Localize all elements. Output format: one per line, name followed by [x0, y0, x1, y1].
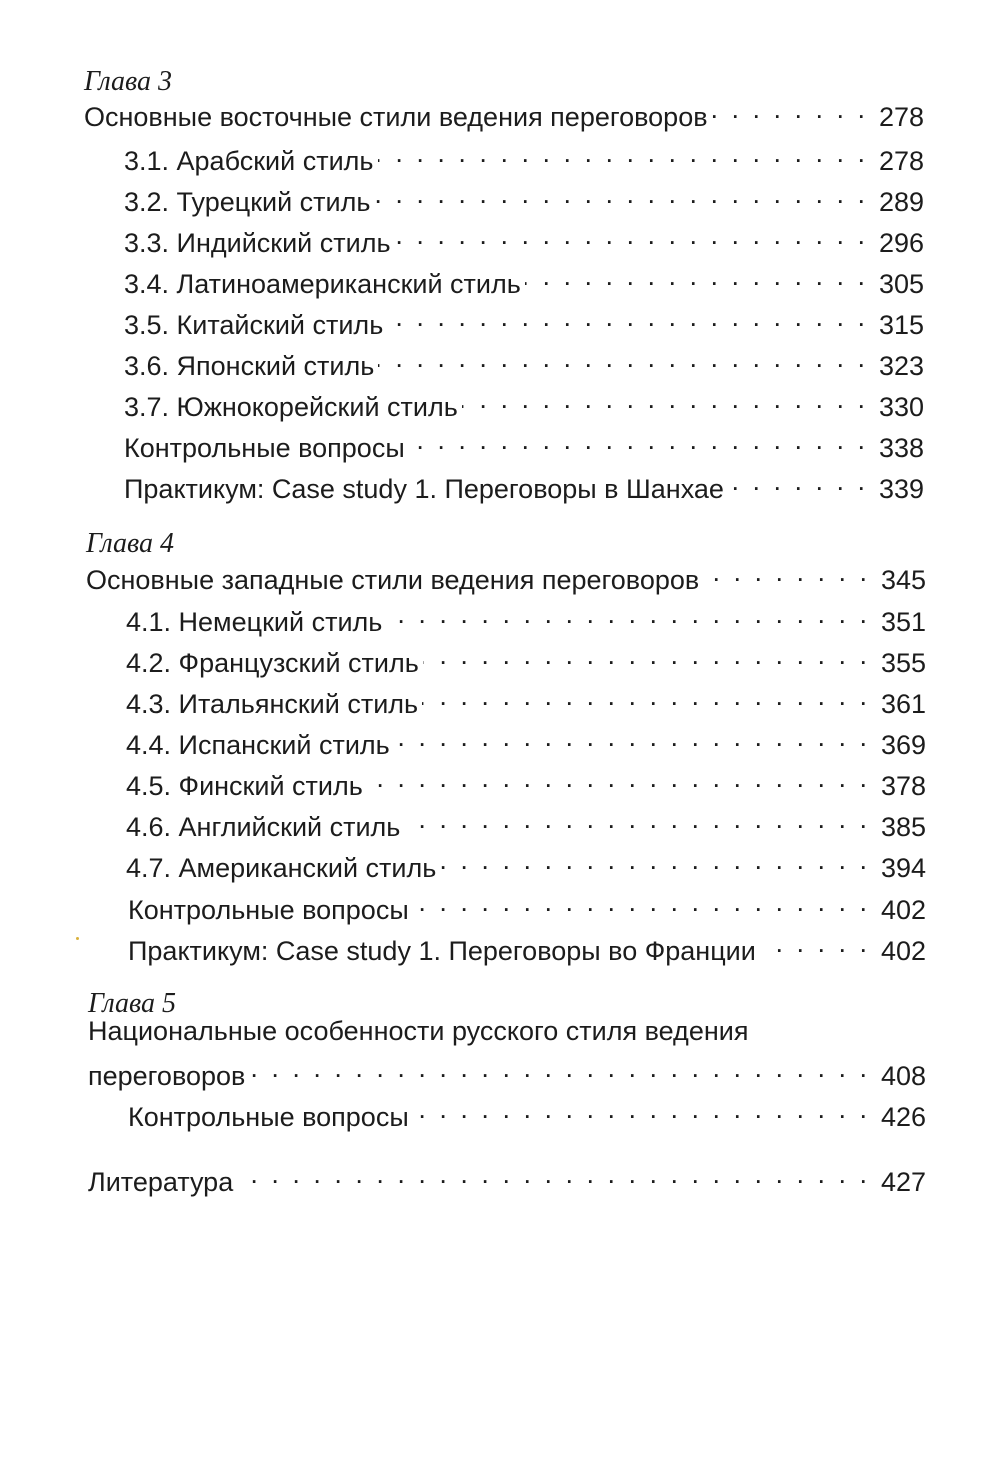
toc-entry-page: 289	[878, 187, 924, 217]
leader-dots	[395, 218, 868, 252]
chapter-4-heading[interactable]	[86, 555, 926, 597]
chapter-5-heading-page: 408	[880, 1061, 926, 1091]
toc-entry-3-3[interactable]	[124, 218, 924, 260]
leader-dots	[703, 555, 870, 589]
toc-entry-page: 378	[880, 771, 926, 801]
toc-entry-4-4[interactable]	[126, 720, 926, 762]
toc-entry-4-7[interactable]	[126, 843, 926, 885]
toc-entry-title: 4.2. Французский стиль	[126, 648, 419, 678]
leader-dots	[367, 761, 870, 795]
toc-entry-3-practicum[interactable]	[124, 464, 924, 506]
chapter-5-heading-line1[interactable]: Национальные особенности русского стиля ведения	[88, 1016, 749, 1046]
toc-entry-3-5[interactable]	[124, 300, 924, 342]
leader-dots	[760, 926, 870, 960]
toc-entry-title: Контрольные вопросы	[124, 433, 405, 463]
toc-entry-4-1[interactable]	[126, 597, 926, 639]
print-speck	[76, 937, 79, 940]
leader-dots	[237, 1157, 870, 1191]
toc-entry-title: Контрольные вопросы	[128, 895, 409, 925]
toc-entry-5-questions[interactable]	[128, 1092, 926, 1134]
leader-dots	[378, 136, 869, 170]
toc-entry-3-questions[interactable]	[124, 423, 924, 465]
chapter-5-heading[interactable]	[88, 1051, 926, 1093]
toc-entry-page: 369	[880, 730, 926, 760]
toc-entry-page: 427	[880, 1167, 926, 1197]
leader-dots	[386, 597, 870, 631]
toc-entry-literature[interactable]	[88, 1157, 926, 1199]
toc-entry-title: 4.1. Немецкий стиль	[126, 607, 383, 637]
leader-dots	[462, 382, 868, 416]
toc-entry-page: 315	[878, 310, 924, 340]
leader-dots	[387, 300, 868, 334]
leader-dots	[249, 1051, 870, 1085]
toc-entry-page: 402	[880, 936, 926, 966]
toc-entry-title: Практикум: Case study 1. Переговоры во Франции	[128, 936, 756, 966]
toc-entry-title: 3.4. Латиноамериканский стиль	[124, 269, 521, 299]
toc-entry-page: 351	[880, 607, 926, 637]
chapter-4-label: Глава 4	[86, 528, 174, 559]
toc-entry-page: 305	[878, 269, 924, 299]
leader-dots	[413, 1092, 870, 1126]
toc-entry-page: 323	[878, 351, 924, 381]
toc-entry-title: 3.2. Турецкий стиль	[124, 187, 371, 217]
toc-entry-title: Контрольные вопросы	[128, 1102, 409, 1132]
leader-dots	[404, 802, 870, 836]
toc-entry-page: 296	[878, 228, 924, 258]
leader-dots	[409, 423, 868, 457]
toc-entry-title: Литература	[88, 1167, 234, 1197]
toc-entry-title: 4.4. Испанский стиль	[126, 730, 390, 760]
toc-entry-page: 339	[878, 474, 924, 504]
chapter-3-heading-title: Основные восточные стили ведения переговоров	[84, 102, 708, 132]
leader-dots	[712, 92, 868, 126]
toc-entry-page: 394	[880, 853, 926, 883]
chapter-3-heading-page: 278	[878, 102, 924, 132]
leader-dots	[525, 259, 868, 293]
toc-entry-title: 4.7. Американский стиль	[126, 853, 437, 883]
toc-entry-title: 3.3. Индийский стиль	[124, 228, 391, 258]
toc-entry-title: 3.6. Японский стиль	[124, 351, 375, 381]
toc-entry-page: 338	[878, 433, 924, 463]
toc-entry-title: 3.1. Арабский стиль	[124, 146, 374, 176]
toc-entry-title: 4.5. Финский стиль	[126, 771, 363, 801]
leader-dots	[413, 885, 870, 919]
toc-entry-title: 3.5. Китайский стиль	[124, 310, 384, 340]
toc-entry-title: 4.6. Английский стиль	[126, 812, 401, 842]
leader-dots	[440, 843, 870, 877]
chapter-5-heading-title: переговоров	[88, 1061, 246, 1091]
toc-entry-page: 330	[878, 392, 924, 422]
toc-entry-page: 426	[880, 1102, 926, 1132]
toc-entry-title: 4.3. Итальянский стиль	[126, 689, 419, 719]
chapter-3-heading[interactable]	[84, 92, 924, 134]
leader-dots	[394, 720, 870, 754]
toc-entry-3-7[interactable]	[124, 382, 924, 424]
toc-entry-page: 361	[880, 689, 926, 719]
toc-entry-title: Практикум: Case study 1. Переговоры в Шанхае	[124, 474, 724, 504]
toc-entry-page: 402	[880, 895, 926, 925]
toc-entry-4-6[interactable]	[126, 802, 926, 844]
toc-entry-3-2[interactable]	[124, 177, 924, 219]
toc-entry-3-4[interactable]	[124, 259, 924, 301]
leader-dots	[378, 341, 868, 375]
toc-entry-4-2[interactable]	[126, 638, 926, 680]
chapter-4-heading-page: 345	[880, 565, 926, 595]
toc-entry-page: 385	[880, 812, 926, 842]
leader-dots	[728, 464, 868, 498]
toc-entry-3-1[interactable]	[124, 136, 924, 178]
chapter-4-heading-title: Основные западные стили ведения переговоров	[86, 565, 700, 595]
toc-entry-3-6[interactable]	[124, 341, 924, 383]
leader-dots	[422, 679, 870, 713]
toc-entry-4-5[interactable]	[126, 761, 926, 803]
toc-entry-4-3[interactable]	[126, 679, 926, 721]
toc-entry-page: 278	[878, 146, 924, 176]
chapter-3-label: Глава 3	[84, 66, 172, 97]
chapter-5-label: Глава 5	[88, 988, 176, 1019]
leader-dots	[374, 177, 868, 211]
toc-entry-4-questions[interactable]	[128, 885, 926, 927]
toc-entry-4-practicum[interactable]	[128, 926, 926, 968]
leader-dots	[423, 638, 870, 672]
toc-entry-title: 3.7. Южнокорейский стиль	[124, 392, 458, 422]
toc-entry-page: 355	[880, 648, 926, 678]
